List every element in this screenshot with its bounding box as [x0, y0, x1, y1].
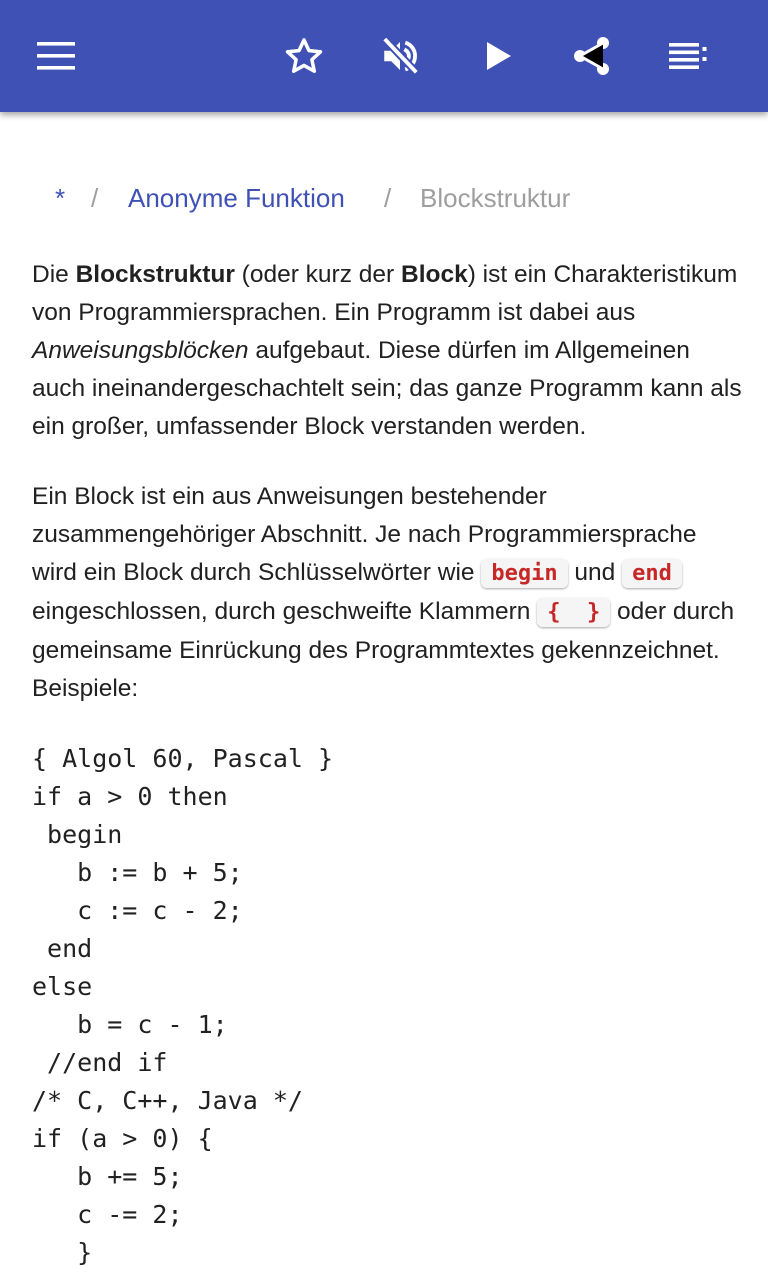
text: aufgebaut. Diese dürfen im Allgemeinen auch ineinandergeschachtelt sein; das ganze Programm kann als ein großer, umfassender Block verstanden werden. — [32, 337, 742, 440]
text: Ein Block ist ein aus Anweisungen bestehender zusammengehöriger Abschnitt. Je nach Programmiersprache wird ein Block durch Schlüsselwörter wie — [32, 483, 697, 586]
breadcrumb-separator: / — [91, 183, 99, 213]
text: ) ist ein Charakteristikum von Programmiersprachen. Ein Programm ist dabei aus — [32, 261, 738, 326]
list-icon — [669, 43, 707, 69]
code-line: c := c - 2; — [32, 896, 243, 925]
code-block — [32, 740, 744, 1272]
text: (oder kurz der — [234, 261, 401, 288]
code-line: b := b + 5; — [32, 858, 243, 887]
breadcrumb-separator: / — [384, 183, 392, 213]
term-anweisungsbloecke: Anweisungsblöcken — [32, 337, 249, 364]
code-line: if a > 0 then — [32, 782, 228, 811]
inline-code-braces: { } — [537, 598, 610, 627]
code-line: /* C, C++, Java */ — [32, 1086, 303, 1115]
breadcrumb-parent-link[interactable]: Anonyme Funktion — [128, 183, 345, 213]
text: Die — [32, 261, 76, 288]
code-line: //end if — [32, 1048, 168, 1077]
text: oder durch gemeinsame Einrückung des Programmtextes gekennzeichnet. Beispiele: — [32, 598, 735, 702]
code-line: else — [32, 972, 93, 1001]
play-button[interactable] — [470, 28, 526, 84]
code-line: begin — [32, 820, 123, 849]
menu-icon — [37, 42, 75, 70]
app-bar — [0, 0, 768, 112]
code-line: { Algol 60, Pascal } — [32, 744, 334, 773]
breadcrumb-root-link[interactable]: * — [55, 183, 66, 213]
toc-button[interactable] — [660, 28, 716, 84]
code-line: b = c - 1; — [32, 1010, 228, 1039]
term-block: Block — [401, 261, 468, 288]
share-icon — [572, 35, 612, 77]
paragraph-block-definition — [32, 478, 744, 708]
term-blockstruktur: Blockstruktur — [75, 261, 235, 288]
menu-button[interactable] — [28, 28, 84, 84]
inline-code-end: end — [622, 559, 682, 588]
play-icon — [483, 40, 513, 72]
text: und — [567, 559, 623, 586]
mute-button[interactable] — [372, 28, 428, 84]
breadcrumb-current: Blockstruktur — [420, 183, 571, 213]
text: eingeschlossen, durch geschweifte Klammern — [32, 598, 538, 625]
code-line: if (a > 0) { — [32, 1124, 213, 1153]
share-button[interactable] — [564, 28, 620, 84]
volume-off-icon — [379, 35, 421, 77]
article-content — [32, 256, 744, 1272]
paragraph-intro — [32, 256, 744, 446]
code-line: b += 5; — [32, 1162, 183, 1191]
code-line: end — [32, 934, 93, 963]
code-line: } — [32, 1238, 93, 1267]
code-line: c -= 2; — [32, 1200, 183, 1229]
favorite-button[interactable] — [276, 28, 332, 84]
star-outline-icon — [283, 35, 325, 77]
breadcrumb — [0, 178, 768, 222]
inline-code-begin: begin — [481, 559, 567, 588]
